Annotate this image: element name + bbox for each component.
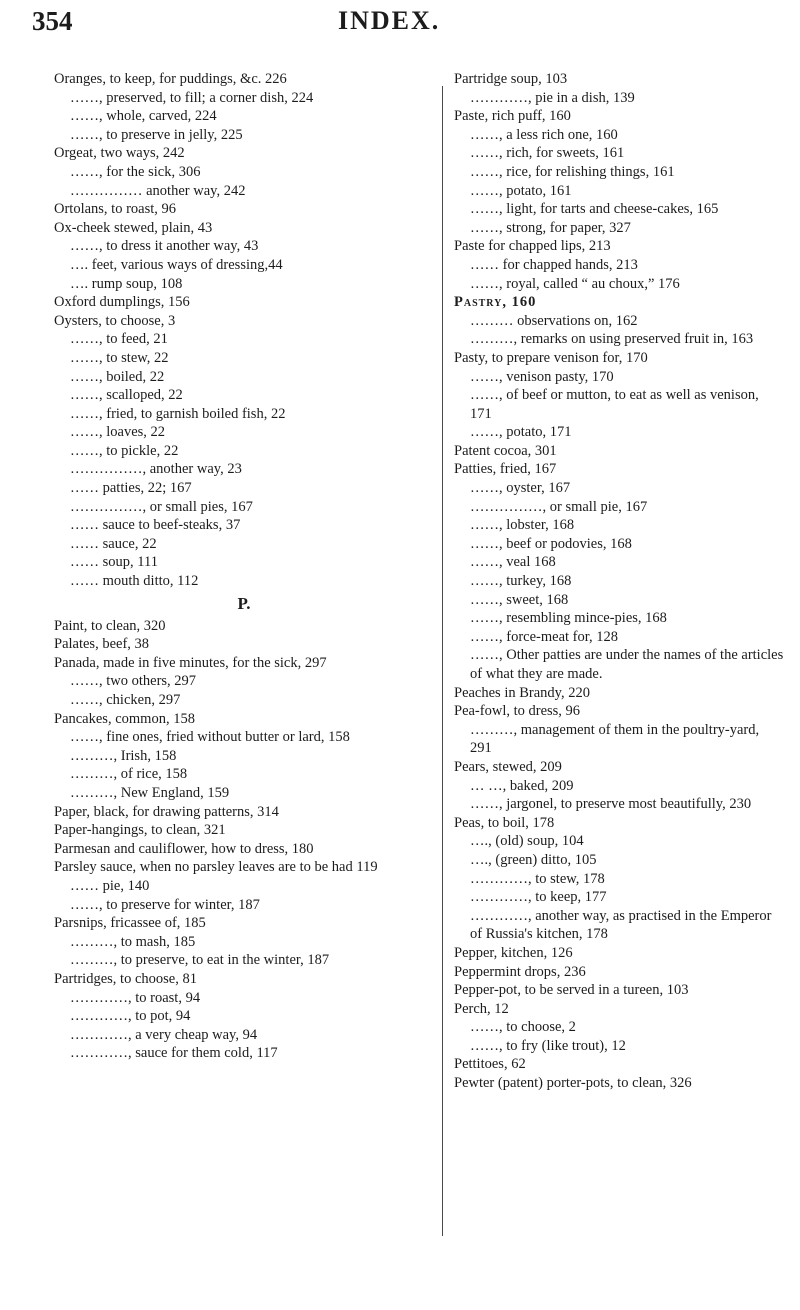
index-subentry: ……, beef or podovies, 168 xyxy=(470,535,632,552)
index-subentry: …… pie, 140 xyxy=(70,877,150,894)
index-subentry: ……… observations on, 162 xyxy=(470,312,638,329)
index-subentry: ……, to fry (like trout), 12 xyxy=(470,1037,626,1054)
index-subentry: ………, Irish, 158 xyxy=(70,747,177,764)
index-entry: Oysters, to choose, 3 xyxy=(54,312,176,329)
index-subentry: …………… another way, 242 xyxy=(70,182,246,199)
index-subentry: ……, chicken, 297 xyxy=(70,692,181,708)
index-subentry: ……, to pickle, 22 xyxy=(70,442,179,459)
index-subentry: ……, to preserve in jelly, 225 xyxy=(70,126,243,143)
index-entry: Peaches in Brandy, 220 xyxy=(454,684,590,701)
index-subentry: ……, to dress it another way, 43 xyxy=(70,238,259,255)
index-entry: Paste for chapped lips, 213 xyxy=(454,238,611,255)
index-entry: Pewter (patent) porter-pots, to clean, 326 xyxy=(454,1075,692,1092)
index-subentry: …… sauce, 22 xyxy=(70,535,157,552)
running-head: INDEX. xyxy=(338,6,441,35)
index-subentry: ………, management of them in the poultry-yard, 291 xyxy=(470,721,760,757)
index-subentry: ……, rice, for relishing things, 161 xyxy=(470,163,675,180)
index-subentry: …………, sauce for them cold, 117 xyxy=(70,1045,278,1062)
index-subentry: …………, another way, as practised in the Emperor of Russia's kitchen, 178 xyxy=(470,907,772,943)
index-entry: Pettitoes, 62 xyxy=(454,1056,526,1073)
index-subentry: …… mouth ditto, 112 xyxy=(70,573,199,590)
index-entry: Perch, 12 xyxy=(454,1000,509,1017)
index-subentry: ……, potato, 161 xyxy=(470,182,572,199)
index-subentry: ……, royal, called “ au choux,” 176 xyxy=(470,275,680,292)
index-entry: Palates, beef, 38 xyxy=(54,636,150,653)
index-subentry: ……, light, for tarts and cheese-cakes, 165 xyxy=(470,201,719,218)
index-subentry: ………, New England, 159 xyxy=(70,784,230,801)
index-subentry: ……, potato, 171 xyxy=(470,424,572,441)
index-entry: Pea-fowl, to dress, 96 xyxy=(454,703,581,720)
index-subentry: …… patties, 22; 167 xyxy=(70,480,192,497)
index-subentry: ……, loaves, 22 xyxy=(70,424,166,441)
index-subentry: ……, resembling mince-pies, 168 xyxy=(470,610,667,627)
index-entry: Parsnips, fricassee of, 185 xyxy=(54,915,206,932)
index-subentry: ……, lobster, 168 xyxy=(470,517,575,534)
index-entry: Oxford dumplings, 156 xyxy=(54,294,190,311)
right-index-column xyxy=(454,70,784,1093)
index-subentry: ……, for the sick, 306 xyxy=(70,163,201,180)
index-subentry: …………, a very cheap way, 94 xyxy=(70,1026,258,1043)
index-subentry: ……, boiled, 22 xyxy=(70,368,165,385)
index-entry: Ortolans, to roast, 96 xyxy=(54,201,177,218)
index-subentry: …………, to keep, 177 xyxy=(470,889,607,906)
index-subentry: …. feet, various ways of dressing,44 xyxy=(70,256,283,273)
index-subentry: …………, pie in a dish, 139 xyxy=(470,89,635,106)
index-entry: Paste, rich puff, 160 xyxy=(454,108,571,125)
index-subentry: ……, two others, 297 xyxy=(70,673,197,690)
index-subentry: ……, veal 168 xyxy=(470,554,556,571)
index-entry: Pears, stewed, 209 xyxy=(454,758,562,775)
index-subentry: …………, to pot, 94 xyxy=(70,1008,191,1025)
index-subentry: ……………, another way, 23 xyxy=(70,461,242,478)
index-entry: Paper, black, for drawing patterns, 314 xyxy=(54,803,279,820)
index-subentry: ……, jargonel, to preserve most beautifully, 230 xyxy=(470,796,752,813)
index-subentry: …… soup, 111 xyxy=(70,554,158,571)
index-subentry: ……, a less rich one, 160 xyxy=(470,126,618,143)
index-entry: Partridges, to choose, 81 xyxy=(54,970,197,987)
index-subentry: …., (green) ditto, 105 xyxy=(470,851,597,868)
index-heading-entry: Pastry, 160 xyxy=(454,294,537,311)
index-subentry: ……, preserved, to fill; a corner dish, 224 xyxy=(70,89,314,106)
index-entry: Orgeat, two ways, 242 xyxy=(54,145,185,162)
index-subentry: ……, sweet, 168 xyxy=(470,591,569,608)
index-subentry: …., (old) soup, 104 xyxy=(470,833,584,850)
index-subentry: ………, to mash, 185 xyxy=(70,933,196,950)
index-subentry: ………, to preserve, to eat in the winter, 187 xyxy=(70,952,330,969)
index-entry: Parmesan and cauliflower, how to dress, 180 xyxy=(54,840,314,857)
index-subentry: ……, to feed, 21 xyxy=(70,331,168,348)
index-subentry: …. rump soup, 108 xyxy=(70,275,183,292)
index-entry: Partridge soup, 103 xyxy=(454,71,568,87)
index-subentry: ……, rich, for sweets, 161 xyxy=(470,145,625,162)
index-subentry: …………, to roast, 94 xyxy=(70,989,201,1006)
index-entry: Panada, made in five minutes, for the sick, 297 xyxy=(54,654,327,671)
index-subentry: ……………, or small pies, 167 xyxy=(70,498,253,515)
index-entry: Parsley sauce, when no parsley leaves are to be had 119 xyxy=(54,859,378,876)
index-subentry: ……, venison pasty, 170 xyxy=(470,368,614,385)
index-subentry: ……, of beef or mutton, to eat as well as venison, 171 xyxy=(470,387,759,422)
index-subentry: …… for chapped hands, 213 xyxy=(470,256,638,273)
index-entry: Oranges, to keep, for puddings, &c. 226 xyxy=(54,71,287,87)
index-subentry: ……, oyster, 167 xyxy=(470,480,571,497)
index-entry: Pepper-pot, to be served in a tureen, 103 xyxy=(454,982,689,999)
index-entry: Patent cocoa, 301 xyxy=(454,442,557,459)
index-entry: Pepper, kitchen, 126 xyxy=(454,944,573,961)
index-subentry: ……, whole, carved, 224 xyxy=(70,108,217,125)
index-subentry: ……, fine ones, fried without butter or lard, 158 xyxy=(70,729,350,746)
index-subentry: ……, to choose, 2 xyxy=(470,1019,576,1036)
index-subentry: ……, scalloped, 22 xyxy=(70,387,183,404)
index-entry: Pasty, to prepare venison for, 170 xyxy=(454,349,648,366)
index-subentry: …………, to stew, 178 xyxy=(470,870,605,887)
section-letter: P. xyxy=(237,593,251,613)
index-subentry: ……, fried, to garnish boiled fish, 22 xyxy=(70,405,286,422)
index-entry: Paint, to clean, 320 xyxy=(54,617,166,634)
index-entry: Patties, fried, 167 xyxy=(454,461,557,478)
index-subentry: ……, to preserve for winter, 187 xyxy=(70,896,260,913)
index-subentry: ……, strong, for paper, 327 xyxy=(470,219,631,236)
index-subentry: ……, to stew, 22 xyxy=(70,349,169,366)
index-entry: Peas, to boil, 178 xyxy=(454,814,555,831)
index-entry: Paper-hangings, to clean, 321 xyxy=(54,822,226,839)
index-subentry: ……, turkey, 168 xyxy=(470,573,572,590)
index-subentry: ………, of rice, 158 xyxy=(70,766,188,783)
column-divider xyxy=(442,86,443,1236)
index-subentry: ……, force-meat for, 128 xyxy=(470,628,618,645)
index-entry: Ox-cheek stewed, plain, 43 xyxy=(54,219,213,236)
index-subentry: … …, baked, 209 xyxy=(470,777,574,794)
index-subentry: ……………, or small pie, 167 xyxy=(470,498,648,515)
page-number: 354 xyxy=(32,6,73,36)
index-subentry: ……, Other patties are under the names of the articles of what they are made. xyxy=(470,647,784,682)
left-index-column xyxy=(54,70,434,1063)
index-subentry: ………, remarks on using preserved fruit in, 163 xyxy=(470,331,754,348)
index-subentry: …… sauce to beef-steaks, 37 xyxy=(70,517,241,534)
index-entry: Peppermint drops, 236 xyxy=(454,963,586,980)
index-entry: Pancakes, common, 158 xyxy=(54,710,195,727)
